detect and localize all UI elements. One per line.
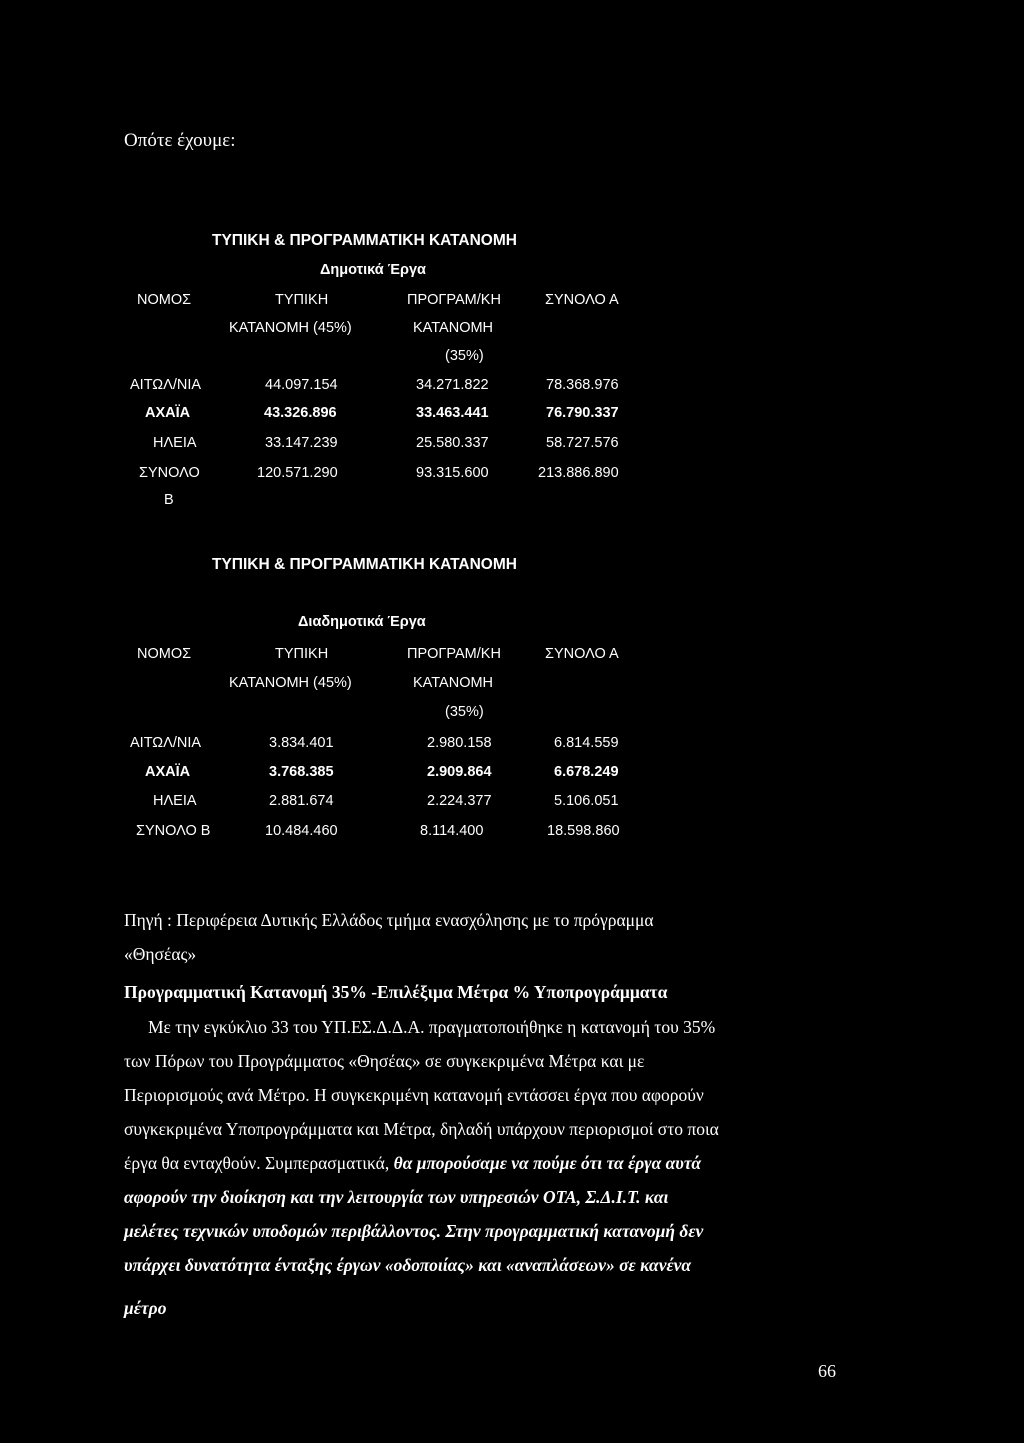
header-typiki-line2: ΚΑΤΑΝΟΜΗ (45%) [229, 320, 352, 336]
header-nomos: ΝΟΜΟΣ [137, 646, 192, 662]
row-nomos: ΗΛΕΙΑ [153, 435, 197, 451]
source-note: Πηγή : Περιφέρεια Δυτικής Ελλάδος τμήμα ενασχόλησης με το πρόγραμμα [124, 910, 654, 930]
row-prog: 2.224.377 [427, 793, 492, 809]
row-prog: 34.271.822 [416, 377, 489, 393]
row-nomos: ΣΥΝΟΛΟ [139, 465, 200, 481]
header-synolo: ΣΥΝΟΛΟ Α [545, 646, 619, 662]
row-nomos: ΑΙΤΩΛ/ΝΙΑ [130, 377, 202, 393]
row-nomos: ΑΙΤΩΛ/ΝΙΑ [130, 735, 202, 751]
paragraph-emphasis: θα μπορούσαμε να πούμε ότι τα έργα αυτά [393, 1153, 702, 1173]
row-prog: 33.463.441 [416, 405, 489, 421]
table-title: ΤΥΠΙΚΗ & ΠΡΟΓΡΑΜΜΑΤΙΚΗ ΚΑΤΑΝΟΜΗ [212, 232, 517, 249]
paragraph-line: συγκεκριμένα Υποπρογράμματα και Μέτρα, δηλαδή υπάρχουν περιορισμοί στο ποια [124, 1119, 719, 1139]
paragraph-line [124, 1153, 701, 1174]
header-typiki: ΤΥΠΙΚΗ [275, 646, 329, 662]
paragraph-line: των Πόρων του Προγράμματος «Θησέας» σε συγκεκριμένα Μέτρα και με [124, 1051, 645, 1071]
row-prog: 8.114.400 [420, 823, 484, 839]
row-nomos: ΣΥΝΟΛΟ Β [136, 823, 211, 839]
row-typiki: 43.326.896 [264, 405, 337, 421]
row-prog: 93.315.600 [416, 465, 489, 481]
paragraph-emphasis-line: αφορούν την διοίκηση και την λειτουργία των υπηρεσιών ΟΤΑ, Σ.Δ.Ι.Τ. και [124, 1187, 669, 1207]
row-typiki: 3.768.385 [269, 764, 334, 780]
row-synolo: 18.598.860 [547, 823, 620, 839]
row-typiki: 3.834.401 [269, 735, 334, 751]
row-prog: 2.909.864 [427, 764, 492, 780]
section-heading: Προγραμματική Κατανομή 35% -Επιλέξιμα Μέτρα % Υποπρογράμματα [124, 982, 668, 1002]
row-synolo: 5.106.051 [554, 793, 619, 809]
header-programmatiki-line2: ΚΑΤΑΝΟΜΗ [413, 320, 494, 336]
row-synolo: 76.790.337 [546, 405, 619, 421]
paragraph-emphasis-line: υπάρχει δυνατότητα ένταξης έργων «οδοποιίας» και «αναπλάσεων» σε κανένα [124, 1255, 692, 1275]
row-prog: 2.980.158 [427, 735, 492, 751]
row-synolo: 58.727.576 [546, 435, 619, 451]
row-synolo: 78.368.976 [546, 377, 619, 393]
row-synolo: 213.886.890 [538, 465, 619, 481]
row-nomos-line2: Β [164, 492, 174, 508]
row-prog: 25.580.337 [416, 435, 489, 451]
row-typiki: 2.881.674 [269, 793, 334, 809]
row-typiki: 120.571.290 [257, 465, 338, 481]
table-title: ΤΥΠΙΚΗ & ΠΡΟΓΡΑΜΜΑΤΙΚΗ ΚΑΤΑΝΟΜΗ [212, 556, 517, 573]
header-programmatiki: ΠΡΟΓΡΑΜ/ΚΗ [407, 292, 501, 308]
row-synolo: 6.678.249 [554, 764, 619, 780]
header-nomos: ΝΟΜΟΣ [137, 292, 192, 308]
row-nomos: ΗΛΕΙΑ [153, 793, 197, 809]
header-synolo: ΣΥΝΟΛΟ Α [545, 292, 619, 308]
paragraph-line: Με την εγκύκλιο 33 του ΥΠ.ΕΣ.Δ.Δ.Α. πραγματοποιήθηκε η κατανομή του 35% [148, 1017, 716, 1037]
header-programmatiki: ΠΡΟΓΡΑΜ/ΚΗ [407, 646, 501, 662]
header-programmatiki-line3: (35%) [445, 704, 484, 720]
row-typiki: 44.097.154 [265, 377, 338, 393]
source-note-line2: «Θησέας» [124, 944, 197, 964]
header-typiki-line2: ΚΑΤΑΝΟΜΗ (45%) [229, 675, 352, 691]
header-typiki: ΤΥΠΙΚΗ [275, 292, 329, 308]
paragraph-emphasis-line: μέτρο [124, 1298, 167, 1318]
header-programmatiki-line3: (35%) [445, 348, 484, 364]
row-nomos: ΑΧΑΪΑ [145, 764, 191, 780]
page-number: 66 [818, 1361, 836, 1381]
paragraph-text: έργα θα ενταχθούν. Συμπερασματικά, [124, 1153, 394, 1173]
row-typiki: 33.147.239 [265, 435, 338, 451]
header-programmatiki-line2: ΚΑΤΑΝΟΜΗ [413, 675, 494, 691]
row-nomos: ΑΧΑΪΑ [145, 405, 191, 421]
paragraph-line: Περιορισμούς ανά Μέτρο. Η συγκεκριμένη κατανομή εντάσσει έργα που αφορούν [124, 1085, 704, 1105]
row-synolo: 6.814.559 [554, 735, 619, 751]
paragraph-emphasis-line: μελέτες τεχνικών υποδομών περιβάλλοντος. Στην προγραμματική κατανομή δεν [124, 1221, 704, 1241]
row-typiki: 10.484.460 [265, 823, 338, 839]
table-subtitle: Δημοτικά Έργα [320, 262, 426, 278]
table-subtitle: Διαδημοτικά Έργα [298, 614, 426, 630]
intro-text: Οπότε έχουμε: [124, 130, 236, 151]
